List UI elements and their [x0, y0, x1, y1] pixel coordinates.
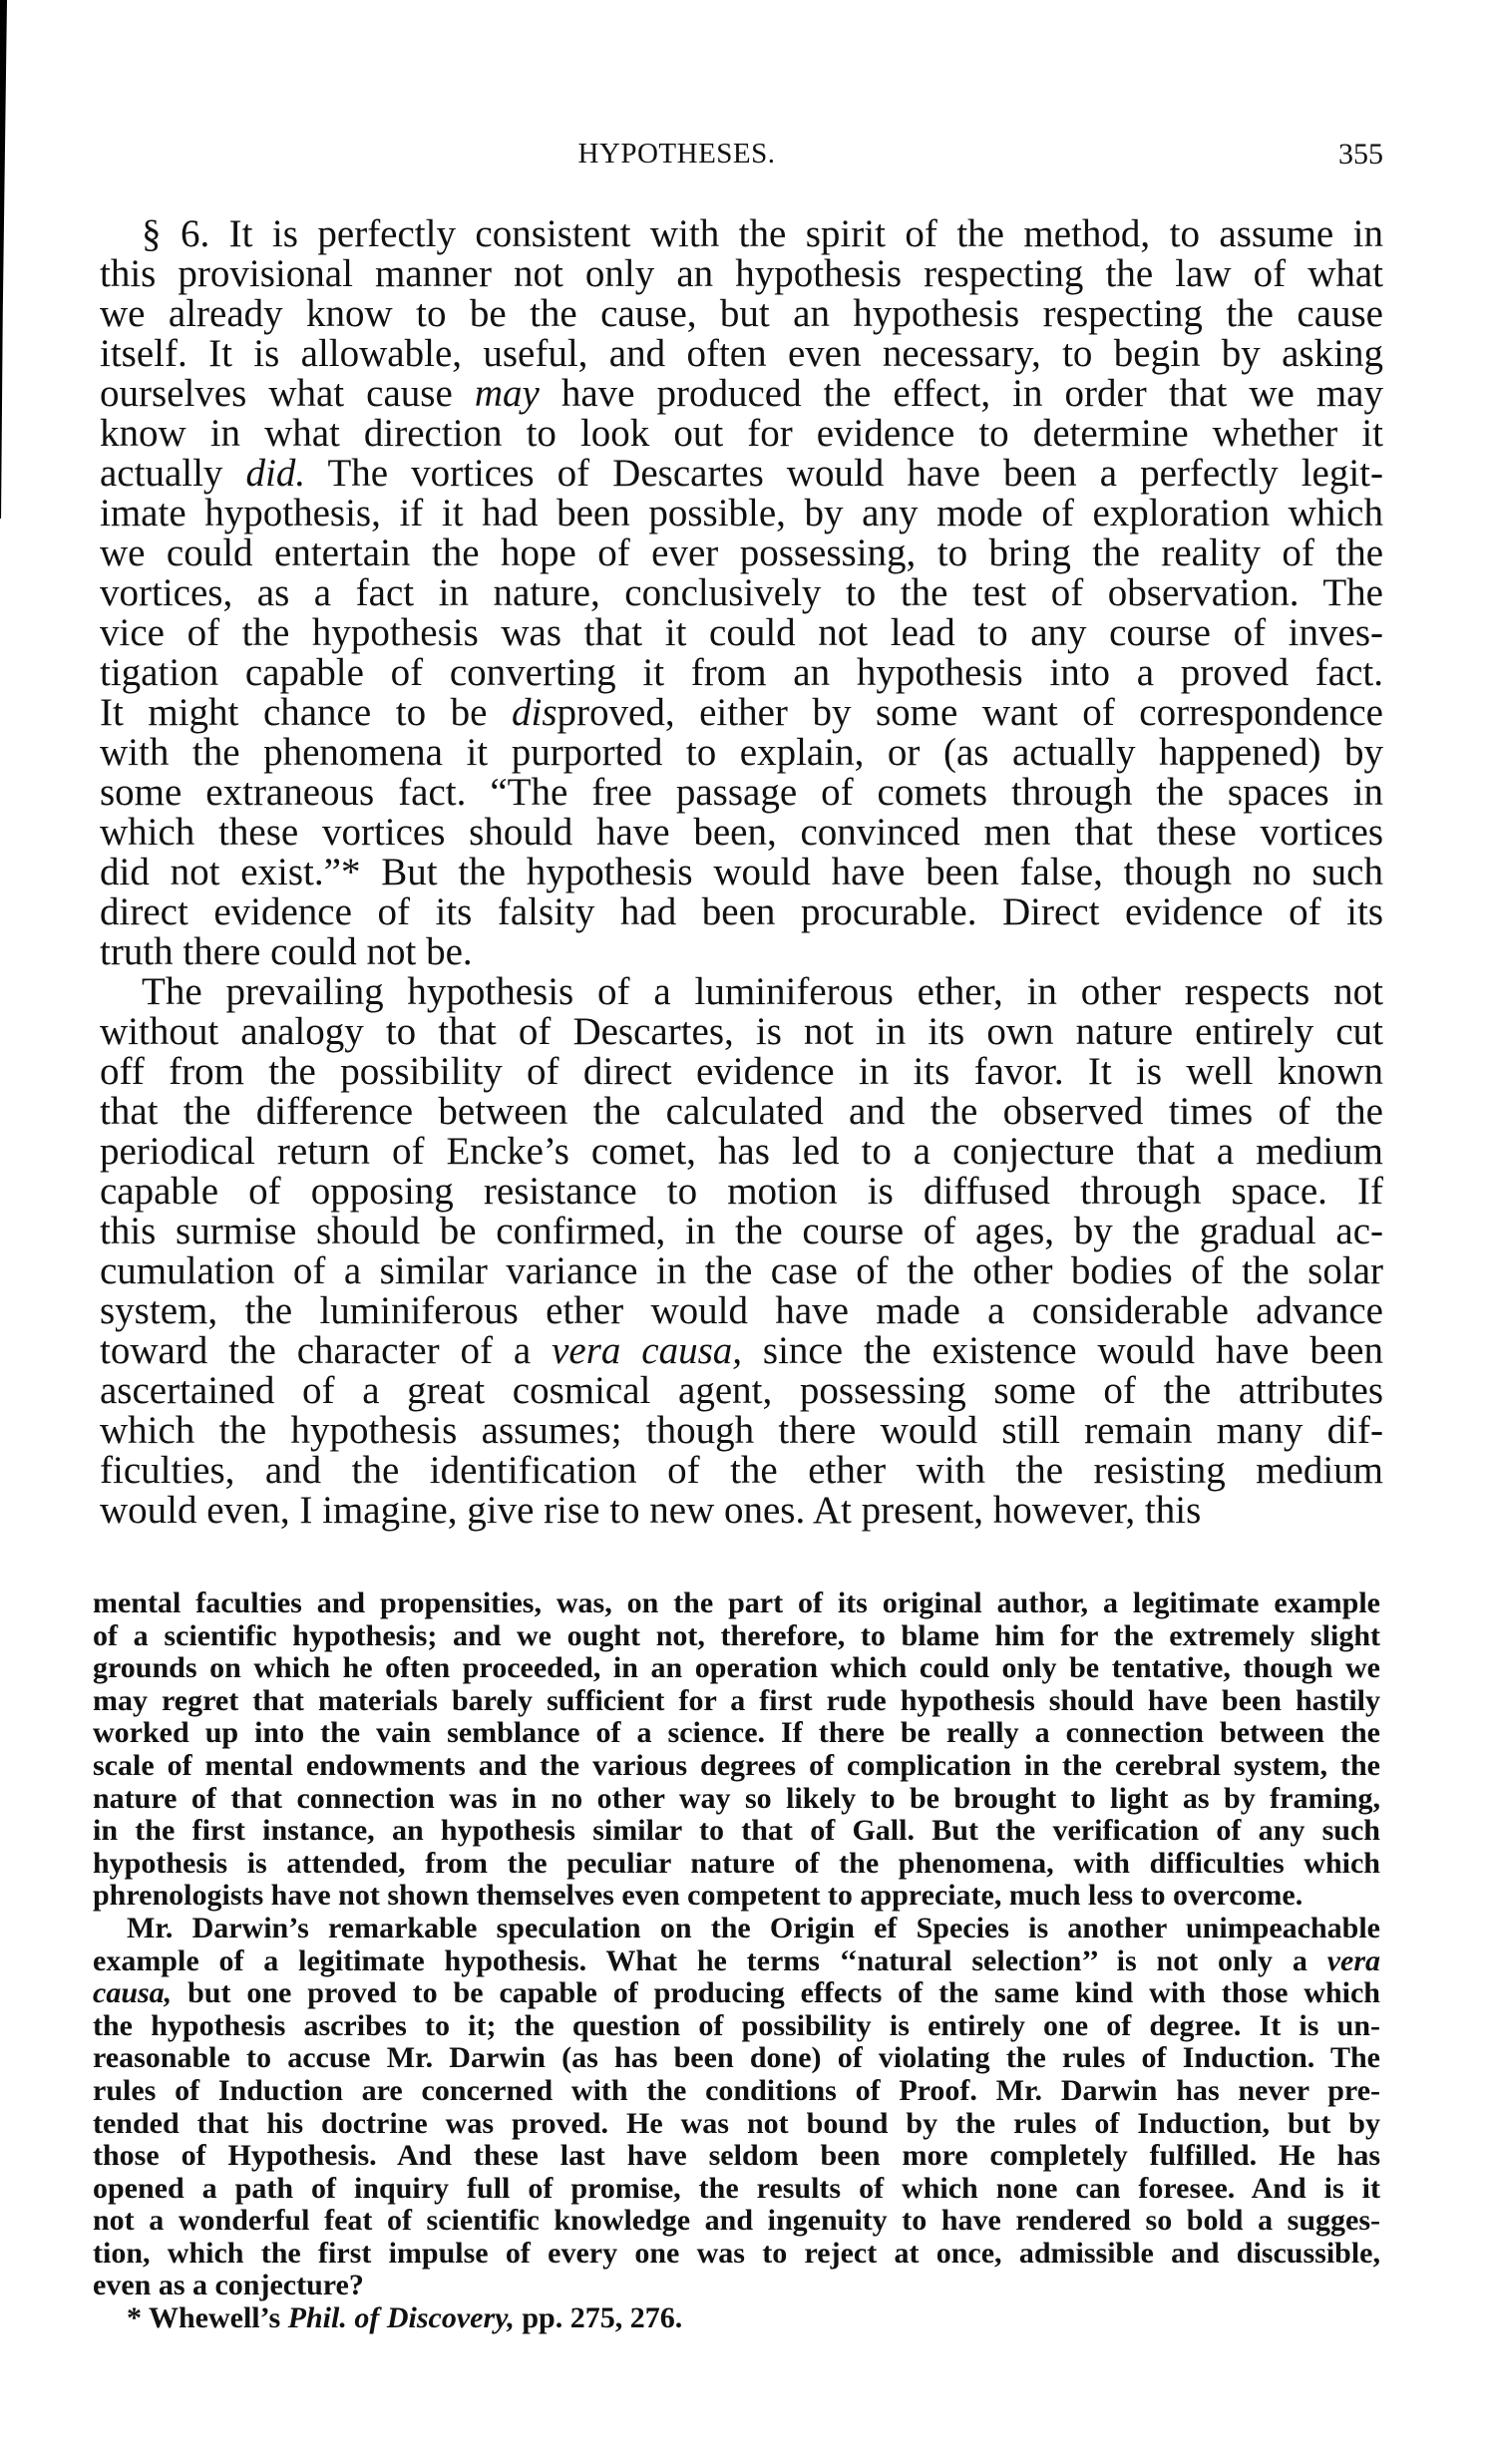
text-run: rules of Induction are concerned with the conditions of Proof. Mr. Darwin has never pre-	[93, 2073, 1380, 2107]
text-run: in the first instance, an hypothesis similar to that of Gall. But the verification of any such	[93, 1814, 1380, 1848]
text-line	[100, 1132, 1383, 1172]
text-line	[93, 2042, 1380, 2075]
main-text	[100, 214, 1383, 1531]
text-run: those of Hypothesis. And these last have seldom been more completely fulfilled. He has	[93, 2139, 1380, 2173]
text-run: The prevailing hypothesis of a luminiferous ether, in other respects not	[142, 970, 1383, 1013]
text-run: of a scientific hypothesis; and we ought not, therefore, to blame him for the extremely slight	[93, 1618, 1380, 1652]
text-run: vortices, as a fact in nature, conclusively to the test of observation. The	[100, 571, 1383, 614]
text-line	[100, 653, 1383, 693]
text-run: we could entertain the hope of ever possessing, to bring the reality of the	[100, 531, 1383, 574]
text-run: § 6. It is perfectly consistent with the spirit of the method, to assume in	[142, 212, 1383, 255]
text-line	[93, 2140, 1380, 2173]
text-run: grounds on which he often proceeded, in an operation which could only be tentative, though we	[93, 1651, 1380, 1685]
footnote-citation	[93, 2302, 1380, 2335]
text-run: pp. 275, 276.	[514, 2301, 683, 2335]
text-line	[100, 414, 1383, 454]
text-line	[100, 1371, 1383, 1411]
text-run: the hypothesis ascribes to it; the question of possibility is entirely one of degree. It is un-	[93, 2008, 1380, 2042]
text-run: cumulation of a similar variance in the case of the other bodies of the solar	[100, 1249, 1383, 1292]
text-line	[100, 1291, 1383, 1331]
text-run: nature of that connection was in no other way so likely to be brought to light as by framing,	[93, 1781, 1380, 1815]
text-run: example of a legitimate hypothesis. What he terms ‘‘natural selection’’ is not only a	[93, 1943, 1327, 1977]
text-run: would even, I imagine, give rise to new ones. At present, however, this	[100, 1489, 1202, 1532]
text-line	[93, 1652, 1380, 1685]
text-line	[100, 932, 1383, 972]
text-run: that the difference between the calculated and the observed times of the	[100, 1090, 1383, 1133]
text-run: capable of opposing resistance to motion is diffused through space. If	[100, 1170, 1383, 1213]
text-run: which the hypothesis assumes; though there would still remain many dif-	[100, 1409, 1383, 1452]
text-run: without analogy to that of Descartes, is not in its own nature entirely cut	[100, 1010, 1383, 1053]
text-run: since the existence would have been	[742, 1329, 1383, 1372]
text-line	[100, 853, 1383, 892]
text-run: did not exist.”* But the hypothesis would have been false, though no such	[100, 851, 1383, 893]
text-line	[100, 693, 1383, 733]
text-line	[93, 2302, 1380, 2335]
text-run: hypothesis is attended, from the peculiar nature of the phenomena, with difficulties which	[93, 1846, 1380, 1880]
text-line	[93, 1717, 1380, 1750]
text-line	[100, 1451, 1383, 1491]
text-run: this provisional manner not only an hypothesis respecting the law of what	[100, 252, 1383, 295]
text-run: periodical return of Encke’s comet, has led to a conjecture that a medium	[100, 1130, 1383, 1173]
text-run: toward the character of a	[100, 1329, 553, 1372]
footnote-paragraph	[93, 1913, 1380, 2302]
text-run: ficulties, and the identification of the ether with the resisting medium	[100, 1449, 1383, 1492]
text-line	[93, 2173, 1380, 2206]
text-run: ascertained of a great cosmical agent, possessing some of the attributes	[100, 1369, 1383, 1412]
text-line	[93, 2205, 1380, 2238]
text-run: The vortices of Descartes would have been a perfectly legit-	[305, 452, 1384, 495]
text-run: vice of the hypothesis was that it could not lead to any course of inves-	[100, 611, 1383, 654]
text-run: even as a conjecture?	[93, 2269, 364, 2302]
text-run: Mr. Darwin’s remarkable speculation on the Origin ef Species is another unimpeachable	[127, 1911, 1380, 1944]
text-line	[100, 334, 1383, 374]
text-line	[100, 214, 1383, 254]
text-line	[100, 773, 1383, 813]
italic-text: did.	[245, 452, 306, 495]
text-run: which these vortices should have been, convinced men that these vortices	[100, 811, 1383, 854]
text-line	[100, 972, 1383, 1012]
text-line	[93, 1783, 1380, 1816]
text-run: worked up into the vain semblance of a science. If there be really a connection between the	[93, 1716, 1380, 1750]
text-line	[93, 1750, 1380, 1783]
text-run: mental faculties and propensities, was, on the part of its original author, a legitimate example	[93, 1586, 1380, 1619]
text-run: itself. It is allowable, useful, and often even necessary, to begin by asking	[100, 332, 1383, 375]
text-line	[93, 2010, 1380, 2043]
text-run: know in what direction to look out for evidence to determine whether it	[100, 412, 1383, 455]
body-paragraph	[100, 972, 1383, 1531]
text-line	[100, 294, 1383, 334]
text-line	[93, 2075, 1380, 2108]
italic-text: Phil. of Discovery,	[287, 2301, 515, 2335]
text-run: direct evidence of its falsity had been procurable. Direct evidence of its	[100, 890, 1383, 933]
text-line	[100, 573, 1383, 613]
text-line	[100, 1092, 1383, 1132]
text-line	[93, 1587, 1380, 1620]
text-line	[93, 1945, 1380, 1978]
footnotes	[93, 1587, 1380, 2335]
text-line	[100, 813, 1383, 853]
text-line	[93, 2238, 1380, 2271]
text-run: off from the possibility of direct evidence in its favor. It is well known	[100, 1050, 1383, 1093]
text-line	[93, 2270, 1380, 2302]
text-line	[93, 1848, 1380, 1881]
text-line	[93, 1977, 1380, 2010]
text-run: phrenologists have not shown themselves even competent to appreciate, much less to overcome.	[93, 1879, 1304, 1913]
text-line	[100, 1212, 1383, 1251]
text-run: tion, which the first impulse of every one was to reject at once, admissible and discussible,	[93, 2236, 1380, 2270]
scan-edge-shadow	[0, 0, 7, 519]
text-run: some extraneous fact. “The free passage of comets through the spaces in	[100, 771, 1383, 814]
text-line	[93, 1815, 1380, 1848]
text-run: actually	[100, 452, 246, 495]
text-run: ourselves what cause	[100, 372, 475, 415]
italic-text: vera causa,	[552, 1329, 743, 1372]
text-line	[100, 1052, 1383, 1092]
text-run: system, the luminiferous ether would have made a considerable advance	[100, 1289, 1383, 1332]
text-line	[100, 1012, 1383, 1052]
text-run: with the phenomena it purported to explain, or (as actually happened) by	[100, 731, 1383, 774]
text-line	[100, 1172, 1383, 1212]
page-number: 355	[1338, 138, 1383, 171]
running-head-title: HYPOTHESES.	[577, 138, 776, 170]
text-run: imate hypothesis, if it had been possible, by any mode of exploration which	[100, 492, 1383, 534]
text-run: scale of mental endowments and the various degrees of complication in the cerebral system, the	[93, 1748, 1380, 1782]
italic-text: vera	[1326, 1943, 1380, 1977]
text-run: this surmise should be confirmed, in the course of ages, by the gradual ac-	[100, 1210, 1383, 1252]
text-line	[100, 254, 1383, 294]
text-line	[93, 2108, 1380, 2141]
text-line	[93, 1913, 1380, 1945]
text-line	[100, 533, 1383, 573]
text-run: may regret that materials barely sufficient for a first rude hypothesis should have been hastily	[93, 1683, 1380, 1717]
text-line	[100, 1491, 1383, 1531]
text-line	[93, 1620, 1380, 1653]
text-run: but one proved to be capable of producing effects of the same kind with those which	[172, 1976, 1380, 2010]
text-line	[93, 1880, 1380, 1913]
text-run: have produced the effect, in order that we may	[539, 372, 1383, 415]
text-run: we already know to be the cause, but an hypothesis respecting the cause	[100, 292, 1383, 335]
text-run: reasonable to accuse Mr. Darwin (as has been done) of violating the rules of Induction. The	[93, 2041, 1380, 2075]
text-run: * Whewell’s	[127, 2301, 288, 2335]
text-line	[100, 454, 1383, 494]
text-line	[100, 733, 1383, 773]
body-paragraph	[100, 214, 1383, 972]
text-run: truth there could not be.	[100, 930, 473, 973]
text-run: not a wonderful feat of scientific knowledge and ingenuity to have rendered so bold a sugges-	[93, 2204, 1380, 2238]
text-run: proved, either by some want of correspondence	[557, 691, 1383, 734]
text-line	[100, 1411, 1383, 1451]
text-line	[93, 1685, 1380, 1718]
text-run: opened a path of inquiry full of promise, the results of which none can foresee. And is it	[93, 2171, 1380, 2205]
text-line	[100, 892, 1383, 932]
italic-text: may	[474, 372, 540, 415]
italic-text: dis	[512, 691, 558, 734]
text-run: tigation capable of converting it from an hypothesis into a proved fact.	[100, 651, 1383, 694]
text-line	[100, 374, 1383, 414]
italic-text: causa,	[93, 1976, 173, 2010]
text-line	[100, 1251, 1383, 1291]
running-head	[100, 138, 1383, 177]
text-run: tended that his doctrine was proved. He was not bound by the rules of Induction, but by	[93, 2106, 1380, 2140]
text-line	[100, 1331, 1383, 1371]
text-line	[100, 494, 1383, 533]
footnote-paragraph	[93, 1587, 1380, 1913]
text-line	[100, 613, 1383, 653]
text-run: It might chance to be	[100, 691, 512, 734]
